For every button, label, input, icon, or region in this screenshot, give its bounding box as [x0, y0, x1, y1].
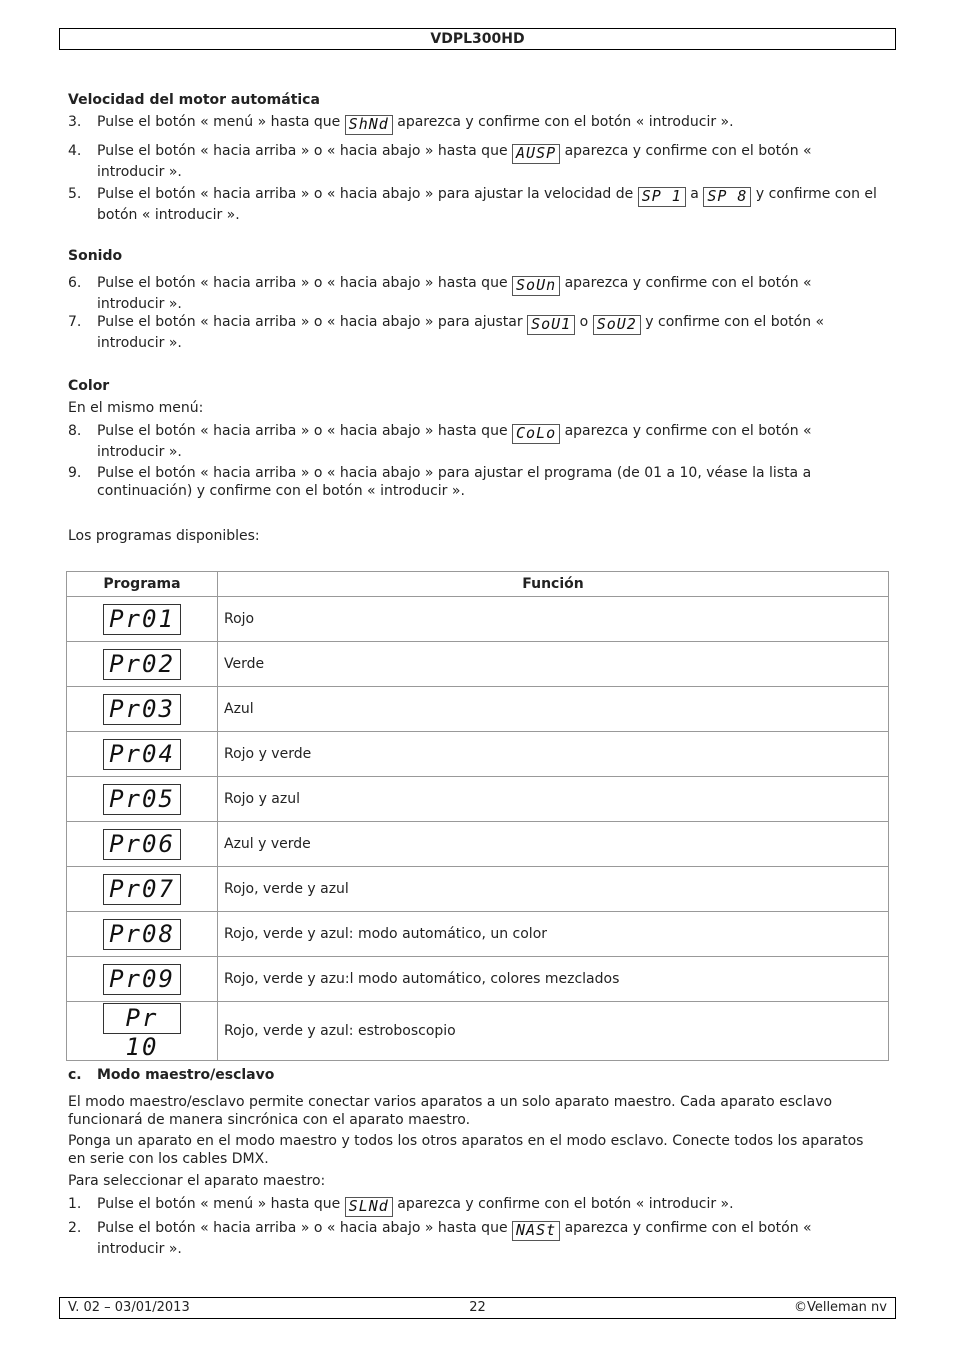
list-number: 4. — [68, 143, 82, 159]
table-row — [67, 822, 889, 867]
paragraph: Ponga un aparato en el modo maestro y todos los otros aparatos en el modo esclavo. Conecte todos los aparatos en serie con los cables DMX. — [68, 1133, 864, 1167]
section-heading-master-slave — [68, 1067, 468, 1083]
table-cell: Rojo y azul — [218, 777, 889, 822]
table-header-row — [67, 572, 889, 597]
document-header: VDPL300HD — [59, 28, 896, 50]
section-heading-speed: Velocidad del motor automática — [68, 92, 320, 108]
list-number: 1. — [68, 1196, 82, 1212]
lcd-display-icon: SP 1 — [638, 187, 686, 207]
table-cell: Rojo y verde — [218, 732, 889, 777]
item-text: Pulse el botón « hacia arriba » o « hacia abajo » hasta que — [97, 1220, 508, 1236]
item-text: Pulse el botón « hacia arriba » o « hacia abajo » para ajustar — [97, 314, 523, 330]
lcd-display-icon: Pr07 — [103, 874, 181, 905]
item-text: aparezca y confirme con el botón « introducir ». — [397, 1196, 734, 1212]
list-number: 5. — [68, 186, 82, 202]
item-text: Pulse el botón « hacia arriba » o « hacia abajo » hasta que — [97, 143, 508, 159]
table-row — [67, 687, 889, 732]
lcd-display-icon: SP 8 — [703, 187, 751, 207]
table-cell: Azul y verde — [218, 822, 889, 867]
paragraph: En el mismo menú: — [68, 400, 204, 416]
lcd-display-icon: Pr09 — [103, 964, 181, 995]
list-number: 6. — [68, 275, 82, 291]
list-number: 3. — [68, 114, 82, 130]
table-row — [67, 732, 889, 777]
table-cell: Rojo, verde y azul: estroboscopio — [218, 1002, 889, 1061]
column-header: Programa — [67, 572, 218, 597]
item-text: o — [579, 314, 589, 330]
lcd-display-icon: CoLo — [512, 424, 560, 444]
lcd-display-icon: Pr04 — [103, 739, 181, 770]
item-text: aparezca y confirme con el botón « introducir ». — [397, 114, 734, 130]
table-cell: Azul — [218, 687, 889, 732]
table-cell: Rojo, verde y azu:l modo automático, colores mezclados — [218, 957, 889, 1002]
section-title: Modo maestro/esclavo — [97, 1067, 275, 1083]
item-text: y confirme con el botón « introducir ». — [97, 186, 877, 223]
lcd-display-icon: AUSP — [512, 144, 560, 164]
footer-page-number: 22 — [469, 1300, 486, 1315]
item-text: Pulse el botón « hacia arriba » o « hacia abajo » para ajustar el programa (de 01 a 10, véase la lista a continuación) y confirme con el botón « introducir ». — [97, 465, 812, 499]
table-row — [67, 642, 889, 687]
item-text: Pulse el botón « hacia arriba » o « hacia abajo » hasta que — [97, 423, 508, 439]
programs-table — [66, 571, 889, 1061]
lcd-display-icon: Pr 10 — [103, 1003, 181, 1034]
list-number: 2. — [68, 1220, 82, 1236]
lcd-display-icon: Pr08 — [103, 919, 181, 950]
lcd-display-icon: Pr01 — [103, 604, 181, 635]
lcd-display-icon: Pr03 — [103, 694, 181, 725]
footer-copyright: ©Velleman nv — [793, 1300, 887, 1315]
item-text: aparezca y confirme con el botón « introducir ». — [97, 423, 812, 460]
lcd-display-icon: SoU2 — [593, 315, 641, 335]
item-text: Pulse el botón « hacia arriba » o « hacia abajo » hasta que — [97, 275, 508, 291]
table-row — [67, 1002, 889, 1061]
table-row — [67, 867, 889, 912]
lcd-display-icon: Pr05 — [103, 784, 181, 815]
section-heading-color: Color — [68, 378, 110, 394]
list-number: 7. — [68, 314, 82, 330]
item-text: aparezca y confirme con el botón « introducir ». — [97, 275, 812, 312]
lcd-display-icon: SoUn — [512, 276, 560, 296]
table-row — [67, 597, 889, 642]
item-text: y confirme con el botón « introducir ». — [97, 314, 825, 351]
list-number: 8. — [68, 423, 82, 439]
lcd-display-icon: ShNd — [345, 115, 393, 135]
table-cell: Rojo, verde y azul: modo automático, un color — [218, 912, 889, 957]
table-cell: Verde — [218, 642, 889, 687]
paragraph: Para seleccionar el aparato maestro: — [68, 1173, 326, 1189]
table-row — [67, 957, 889, 1002]
paragraph: Los programas disponibles: — [68, 528, 260, 544]
lcd-display-icon: Pr06 — [103, 829, 181, 860]
item-text: aparezca y confirme con el botón « introducir ». — [97, 143, 812, 180]
table-cell: Rojo — [218, 597, 889, 642]
item-text: Pulse el botón « hacia arriba » o « hacia abajo » para ajustar la velocidad de — [97, 186, 634, 202]
table-cell: Rojo, verde y azul — [218, 867, 889, 912]
lcd-display-icon: SoU1 — [527, 315, 575, 335]
footer-version: V. 02 – 03/01/2013 — [68, 1300, 190, 1315]
lcd-display-icon: NASt — [512, 1221, 560, 1241]
lcd-display-icon: SLNd — [345, 1197, 393, 1217]
item-text: a — [690, 186, 699, 202]
lcd-display-icon: Pr02 — [103, 649, 181, 680]
item-text: Pulse el botón « menú » hasta que — [97, 114, 341, 130]
section-number: c. — [68, 1067, 82, 1083]
document-footer — [59, 1297, 896, 1319]
item-text: Pulse el botón « menú » hasta que — [97, 1196, 341, 1212]
section-heading-sound: Sonido — [68, 248, 123, 264]
column-header: Función — [218, 572, 889, 597]
list-number: 9. — [68, 465, 82, 481]
table-row — [67, 912, 889, 957]
paragraph: El modo maestro/esclavo permite conectar varios aparatos a un solo aparato maestro. Cada aparato esclavo funcionará de manera sincrónica con el aparato maestro. — [68, 1094, 833, 1128]
table-row — [67, 777, 889, 822]
item-text: aparezca y confirme con el botón « introducir ». — [97, 1220, 812, 1257]
